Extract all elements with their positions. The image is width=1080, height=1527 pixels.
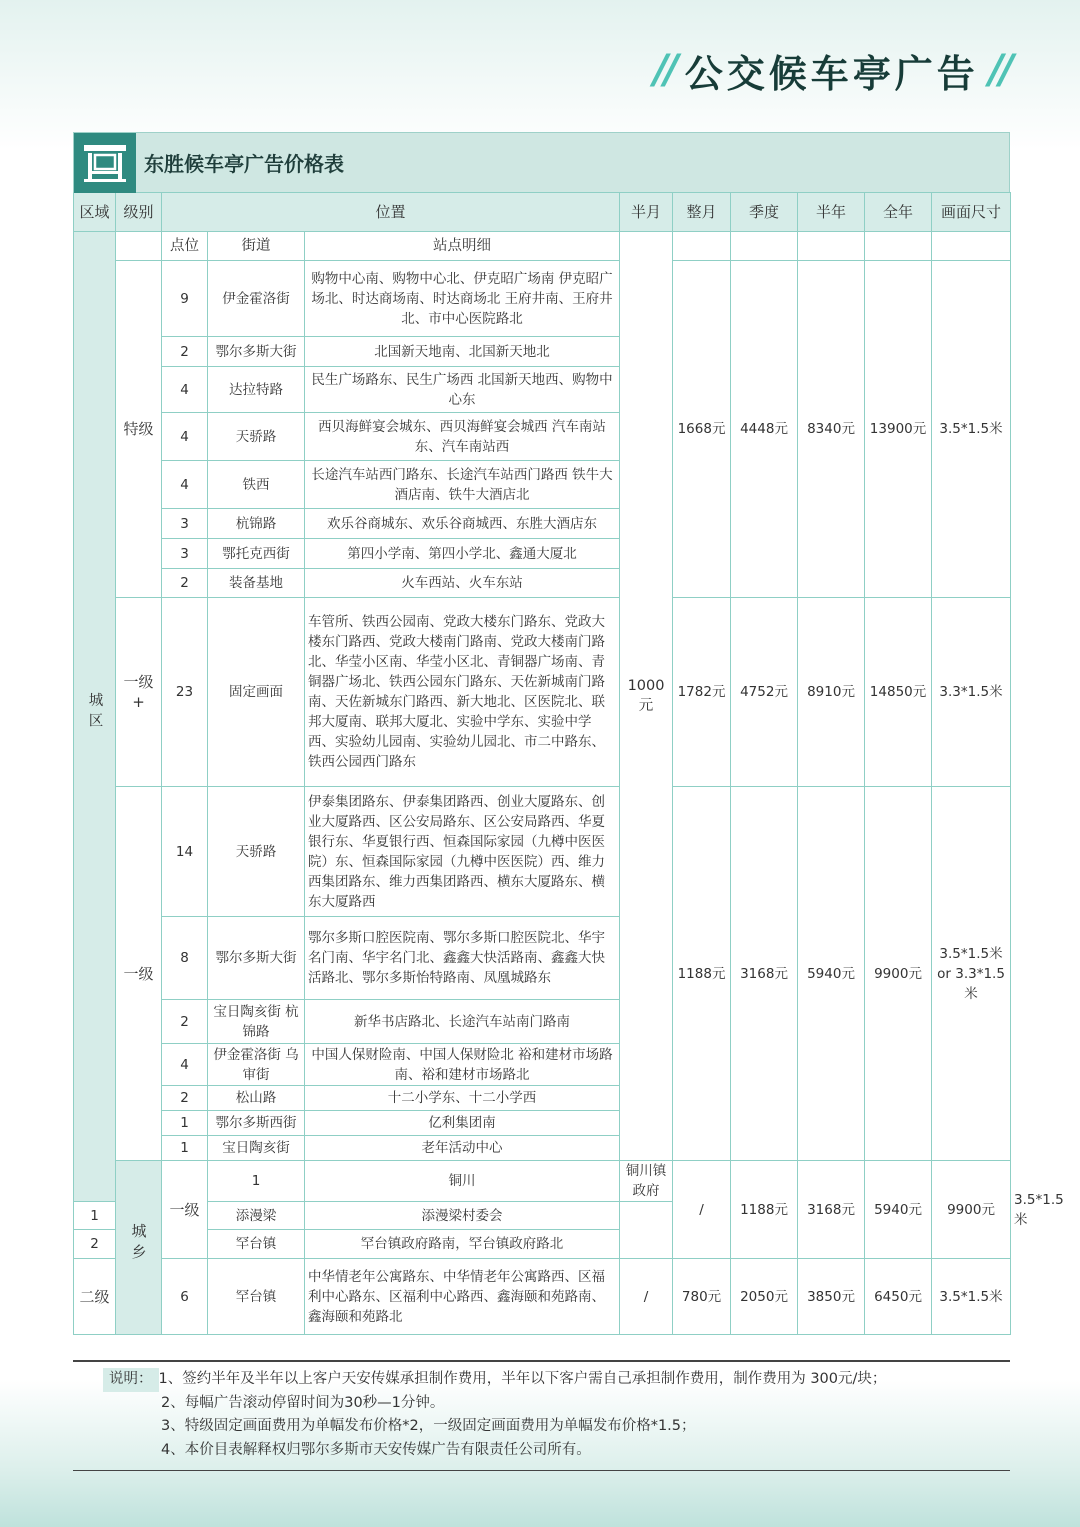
row-count: 8 [162, 917, 208, 1000]
row-detail: 老年活动中心 [305, 1136, 620, 1161]
row-detail: 十二小学东、十二小学西 [305, 1086, 620, 1111]
note-item: 2、每幅广告滚动停留时间为30秒—1分钟。 [161, 1394, 445, 1411]
subcol-street: 街道 [208, 232, 305, 261]
first-half-year: 5940元 [798, 787, 865, 1161]
row-street: 宝日陶亥街 [208, 1136, 305, 1161]
rural-first-year: 9900元 [932, 1161, 1011, 1259]
first-size: 3.5*1.5米 or 3.3*1.5米 [932, 787, 1011, 1161]
first-plus-half-year: 8910元 [798, 598, 865, 787]
col-size: 画面尺寸 [932, 193, 1011, 232]
row-detail: 西贝海鲜宴会城东、西贝海鲜宴会城西 汽车南站东、汽车南站西 [305, 413, 620, 461]
col-level: 级别 [116, 193, 162, 232]
row-detail: 添漫梁村委会 [305, 1202, 620, 1230]
blank-month [673, 232, 731, 261]
special-half-year: 8340元 [798, 261, 865, 598]
row-street: 铜川 [305, 1161, 620, 1202]
subcol-detail: 站点明细 [305, 232, 620, 261]
blank-quarter [731, 232, 798, 261]
first-plus-month: 1782元 [673, 598, 731, 787]
row-street: 伊金霍洛街 [208, 261, 305, 337]
row-detail: 铜川镇政府 [620, 1161, 673, 1202]
row-count: 3 [162, 509, 208, 539]
subcol-count: 点位 [162, 232, 208, 261]
special-size: 3.5*1.5米 [932, 261, 1011, 598]
note-item: 1、签约半年及半年以上客户天安传媒承担制作费用，半年以下客户需自己承担制作费用，制作费用为 300元/块； [158, 1371, 887, 1387]
region-city [74, 232, 116, 1202]
row-street: 杭锦路 [208, 509, 305, 539]
row-count: 1 [208, 1161, 305, 1202]
row-count: 1 [162, 1136, 208, 1161]
row-count: 2 [162, 1086, 208, 1111]
rural-second-size: 3.5*1.5米 [932, 1259, 1011, 1335]
row-street: 铁西 [208, 461, 305, 509]
first-plus-size: 3.3*1.5米 [932, 598, 1011, 787]
blank-size [932, 232, 1011, 261]
table-header-row [74, 193, 1011, 232]
city-half-month: 1000元 [620, 232, 673, 1161]
page-header [654, 42, 1010, 98]
col-quarter: 季度 [731, 193, 798, 232]
row-count: 1 [74, 1202, 116, 1230]
row-count: 6 [162, 1259, 208, 1335]
price-table [73, 192, 1064, 1335]
special-quarter: 4448元 [731, 261, 798, 598]
blank-half-year [798, 232, 865, 261]
row-street: 天骄路 [208, 787, 305, 917]
rural-second-quarter: 2050元 [731, 1259, 798, 1335]
row-count: 4 [162, 413, 208, 461]
row-detail: 新华书店路北、长途汽车站南门路南 [305, 1000, 620, 1044]
row-detail: 欢乐谷商城东、欢乐谷商城西、东胜大酒店东 [305, 509, 620, 539]
row-count: 3 [162, 539, 208, 569]
first-plus-quarter: 4752元 [731, 598, 798, 787]
row-detail: 伊泰集团路东、伊泰集团路西、创业大厦路东、创业大厦路西、区公安局路东、区公安局路西、华夏银行东、华夏银行西、恒森国际家园（九樽中医医院）东、恒森国际家园（九樽中医医院）西、维力西集团路东、维力西集团路西、横东大厦路东、横东大厦路西 [305, 787, 620, 917]
row-detail: 购物中心南、购物中心北、伊克昭广场南 伊克昭广场北、时达商场南、时达商场北 王府井南、王府井北、市中心医院路北 [305, 261, 620, 337]
row-street: 天骄路 [208, 413, 305, 461]
col-month: 整月 [673, 193, 731, 232]
notes-label: 说明： [103, 1368, 159, 1392]
row-detail: 车管所、铁西公园南、党政大楼东门路东、党政大楼东门路西、党政大楼南门路南、党政大楼南门路北、华莹小区南、华莹小区北、青铜器广场南、青铜器广场北、铁西公园东门路东、天佐新城南门路南、天佐新城东门路西、新大地北、区医院北、联邦大厦南、联邦大厦北、实验中学东、实验中学西、实验幼儿园南、实验幼儿园北、市二中路东、铁西公园西门路东 [305, 598, 620, 787]
row-count: 14 [162, 787, 208, 917]
row-street: 达拉特路 [208, 367, 305, 413]
row-detail: 罕台镇政府路南，罕台镇政府路北 [305, 1230, 620, 1259]
row-count: 9 [162, 261, 208, 337]
row-street: 松山路 [208, 1086, 305, 1111]
row-street: 固定画面 [208, 598, 305, 787]
row-street: 鄂尔多斯西街 [208, 1111, 305, 1136]
row-street: 鄂托克西街 [208, 539, 305, 569]
row-street: 宝日陶亥街 杭锦路 [208, 1000, 305, 1044]
level-rural-second: 二级 [74, 1259, 116, 1335]
level-special: 特级 [116, 261, 162, 598]
notes-section [73, 1360, 1010, 1471]
table-row [74, 261, 1011, 337]
note-item: 3、特级固定画面费用为单幅发布价格*2，一级固定画面费用为单幅发布价格*1.5； [161, 1418, 696, 1434]
col-region: 区域 [74, 193, 116, 232]
rural-second-year: 6450元 [865, 1259, 932, 1335]
rural-second-month: 780元 [673, 1259, 731, 1335]
col-position: 位置 [162, 193, 620, 232]
rural-second-half-year: 3850元 [798, 1259, 865, 1335]
row-count: 23 [162, 598, 208, 787]
row-street: 鄂尔多斯大街 [208, 337, 305, 367]
row-street: 伊金霍洛街 乌审街 [208, 1044, 305, 1086]
row-street: 鄂尔多斯大街 [208, 917, 305, 1000]
level-rural-first: 一级 [162, 1161, 208, 1259]
table-row [74, 598, 1011, 787]
row-street: 罕台镇 [208, 1259, 305, 1335]
first-year: 9900元 [865, 787, 932, 1161]
row-detail: 火车西站、火车东站 [305, 569, 620, 598]
col-half-year: 半年 [798, 193, 865, 232]
level-first: 一级 [116, 787, 162, 1161]
row-detail: 北国新天地南、北国新天地北 [305, 337, 620, 367]
note-item: 4、本价目表解释权归鄂尔多斯市天安传媒广告有限责任公司所有。 [161, 1441, 591, 1458]
row-detail: 长途汽车站西门路东、长途汽车站西门路西 铁牛大酒店南、铁牛大酒店北 [305, 461, 620, 509]
page-title: 公交候车亭广告 [684, 51, 979, 96]
row-street: 罕台镇 [208, 1230, 305, 1259]
row-detail: 第四小学南、第四小学北、鑫通大厦北 [305, 539, 620, 569]
special-month: 1668元 [673, 261, 731, 598]
first-quarter: 3168元 [731, 787, 798, 1161]
row-detail: 鄂尔多斯口腔医院南、鄂尔多斯口腔医院北、华宇名门南、华宇名门北、鑫鑫大快活路南、鑫鑫大快活路北、鄂尔多斯怡特路南、凤凰城路东 [305, 917, 620, 1000]
rural-second-half-month: / [620, 1259, 673, 1335]
region-city-label: 城区 [86, 692, 103, 733]
first-month: 1188元 [673, 787, 731, 1161]
row-count: 1 [162, 1111, 208, 1136]
note-line [73, 1368, 1010, 1392]
table-title-bar [73, 132, 1010, 192]
table-subheader-row [74, 232, 1011, 261]
rural-first-month: 1188元 [731, 1161, 798, 1259]
level-blank [116, 232, 162, 261]
region-rural [116, 1161, 162, 1335]
row-count: 2 [74, 1230, 116, 1259]
special-year: 13900元 [865, 261, 932, 598]
row-count: 2 [162, 569, 208, 598]
table-row [74, 1259, 1011, 1335]
row-detail: 民生广场路东、民生广场西 北国新天地西、购物中心东 [305, 367, 620, 413]
row-count: 2 [162, 337, 208, 367]
row-street: 添漫梁 [208, 1202, 305, 1230]
row-count: 2 [162, 1000, 208, 1044]
decor-slashes-left-icon: // [653, 47, 675, 93]
price-table-container [73, 132, 1064, 1335]
row-detail: 中华情老年公寓路东、中华情老年公寓路西、区福利中心路东、区福利中心路西、鑫海颐和苑路南、鑫海颐和苑路北 [305, 1259, 620, 1335]
row-detail: 中国人保财险南、中国人保财险北 裕和建材市场路南、裕和建材市场路北 [305, 1044, 620, 1086]
decor-slashes-right-icon: // [988, 47, 1010, 93]
rural-first-quarter: 3168元 [798, 1161, 865, 1259]
region-rural-label: 城乡 [129, 1223, 148, 1265]
blank-year [865, 232, 932, 261]
rural-first-half-month: / [673, 1161, 731, 1259]
rural-first-half-year: 5940元 [865, 1161, 932, 1259]
row-count: 4 [162, 367, 208, 413]
bus-shelter-icon [74, 133, 136, 193]
table-title: 东胜候车亭广告价格表 [144, 152, 344, 176]
col-half-month: 半月 [620, 193, 673, 232]
col-year: 全年 [865, 193, 932, 232]
row-count: 4 [162, 1044, 208, 1086]
row-count: 4 [162, 461, 208, 509]
level-first-plus: 一级+ [116, 598, 162, 787]
first-plus-year: 14850元 [865, 598, 932, 787]
row-street: 装备基地 [208, 569, 305, 598]
row-detail: 亿利集团南 [305, 1111, 620, 1136]
table-row [74, 787, 1011, 917]
table-row: 城乡 一级 1 铜川 铜川镇政府 / 1188元 3168元 5940元 9900元 3.5*1.5米 [74, 1161, 1011, 1202]
